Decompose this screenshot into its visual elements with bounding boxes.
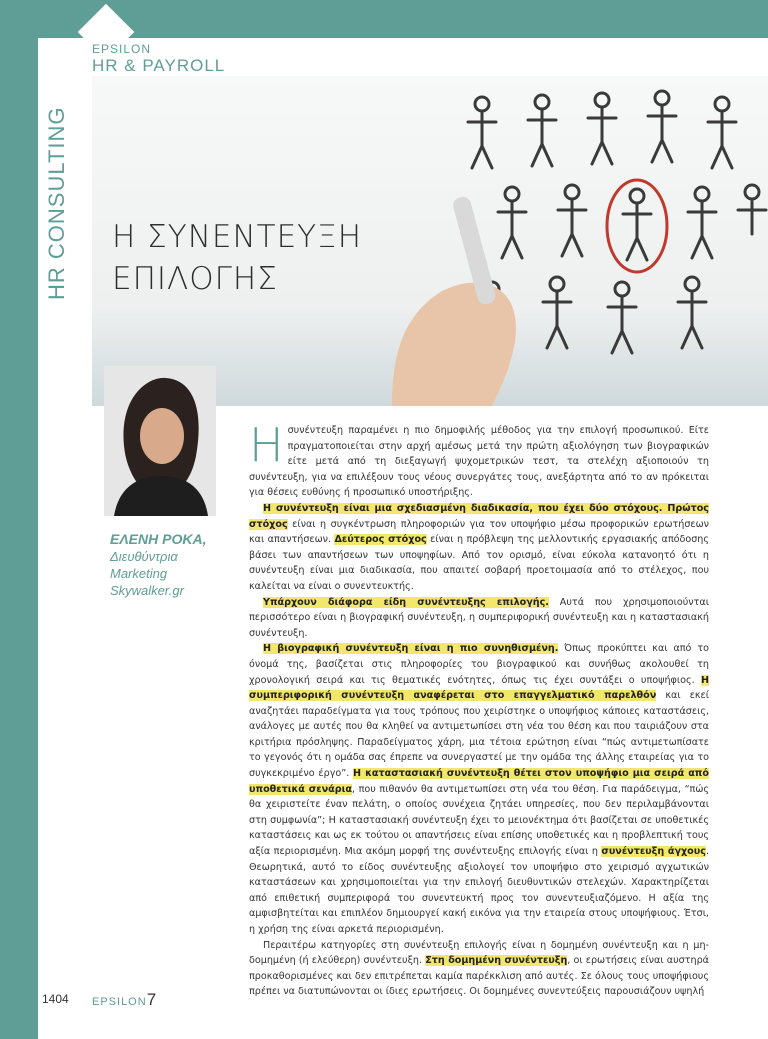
highlight-text: συνέντευξη άγχους	[601, 846, 706, 858]
paragraph-5	[249, 938, 709, 1000]
author-name: ΕΛΕΝΗ ΡΟΚΑ,	[110, 531, 207, 547]
paragraph-4	[249, 641, 709, 937]
brand-section: HR & PAYROLL	[92, 56, 226, 75]
paragraph-2	[249, 501, 709, 595]
body-text: και εκεί αναζητάει παραδείγματα για τους τρόπους που χειρίστηκε ο υποψήφιος κάποιες καταστάσεις, ανάλογες με αυτές που θα κληθεί να αντιμετωπίσει στη νέα του θέση και που ταιριάζουν στα κριτήρια πρόσληψης. Παραδείγματος χάρη, μια τέτοια ερώτηση είναι “πώς αντιμετωπίσατε το γεγονός ότι η ομάδα σας έπρεπε να συνεργαστεί με την ομάδα της άλλης εταιρείας για το συγκεκριμένο έργο”.	[249, 690, 709, 780]
highlight-text: Η συνέντευξη είναι μια σχεδιασμένη διαδικασία, που έχει δύο στόχους. Πρώτος στόχος	[249, 502, 709, 530]
title-line-1: Η ΣΥΝΕΝΤΕΥΞΗ	[112, 219, 363, 255]
side-label: HR CONSULTING	[44, 106, 69, 300]
body-text: είναι η συγκέντρωση πληροφοριών για τον υποψήφιο μέσω προφορικών ερωτήσεων και απαντήσεων.	[249, 518, 709, 546]
highlight-text: Η καταστασιακή συνέντευξη θέτει στον υποψήφιο μια σειρά από υποθετικά σενάρια	[249, 768, 709, 795]
author-company: Skywalker.gr	[110, 583, 184, 598]
body-text: Περαιτέρω κατηγορίες στη συνέντευξη επιλογής είναι η δομημένη συνέντευξη και η μη-δομημένη (ή ελεύθερη) συνέντευξη.	[249, 939, 709, 967]
author-photo	[104, 366, 216, 516]
body-text: είναι η πρόβλεψη της μελλοντικής εργασιακής απόδοσης βάσει των απαντήσεων των υποψηφίων. Από τον ορισμό, είναι εύκολα κατανοητό ότι η συνέντευξη είναι μια διαδικασία, που απαιτεί σοβαρή προετοιμασία από το στέλεχος, που καλείται να είναι ο συνεντευκτής.	[249, 534, 710, 592]
page-number: 1404	[42, 992, 69, 1006]
footer-brand-name: EPSILON	[92, 996, 147, 1008]
paragraph-1-text: συνέντευξη παραμένει η πιο δημοφιλής μέθοδος για την επιλογή προσωπικού. Είτε πραγματοποιείται στην αρχή αμέσως μετά την πρώτη αξιολόγηση των βιογραφικών είτε μετά από τη διεξαγωγή ψυχομετρικών τεστ, τα στελέχη αξιοποιούν τη συνέντευξη, για να επιλέξουν τους νέους συνεργάτες τους, ανεξάρτητα από το αν πρόκειται για θέσεις ευθύνης ή προσωπικό υποστήριξης.	[249, 425, 709, 499]
title-line-2: ΕΠΙΛΟΓΗΣ	[112, 261, 278, 297]
body-text: . Θεωρητικά, αυτό το είδος συνέντευξης αξιολογεί τον υποψήφιο στο χειρισμό αγχωτικών καταστάσεων και χρησιμοποιείται για την επιλογή διευθυντικών στελεχών. Χαρακτηρίζεται από επιθετική συμπεριφορά του συνεντευκτή προς τον συνεντευξιαζόμενο. Η αξία της αμφισβητείται και επιπλέον δημιουργεί κακή εικόνα για την εταιρεία στους υποψήφιους. Έτσι, η χρήση της είναι αρκετά περιορισμένη.	[249, 846, 709, 935]
paragraph-3	[249, 595, 709, 642]
hand	[392, 283, 516, 406]
author-dept: Marketing	[110, 566, 168, 581]
highlight-text: Στη δομημένη συνέντευξη	[425, 955, 568, 967]
highlight-text: Δεύτερος στόχος	[334, 534, 427, 546]
article-title	[112, 216, 362, 300]
brand-name: EPSILON	[92, 42, 152, 56]
highlight-text: Η βιογραφική συνέντευξη είναι η πιο συνηθισμένη.	[263, 643, 559, 655]
body-text: , που πιθανόν θα αντιμετωπίσει στη νέα του θέση. Για παράδειγμα, “πώς θα χειριστείτε έναν πελάτη, ο οποίος συνέχεια ζητάει υπηρεσίες, που δεν περιλαμβάνονται στη συμφωνία”; Η καταστασιακή συνέντευξη έχει το μειονέκτημα ότι βασίζεται σε υποθετικές καταστάσεις και ως εκ τούτου οι απαντήσεις είναι επίσης υποθετικές και η προβλεπτική τους αξία περιορισμένη. Μια ακόμη μορφή της συνέντευξης επιλογής είναι η	[249, 783, 709, 858]
author-role: Διευθύντρια	[110, 549, 178, 564]
drop-cap: Η	[249, 418, 284, 472]
body-text: , οι ερωτήσεις είναι αυστηρά προκαθορισμένες και δεν επιτρέπεται καμία παρέκκλιση από αυτές. Σε όλους τους υποψήφιους πρέπει να διατυπώνονται οι ίδιες ερωτήσεις. Οι δομημένες συνεντεύξεις παρουσιάζουν υψηλή	[249, 955, 709, 998]
author-portrait-svg	[104, 366, 216, 516]
highlight-text: Η συμπεριφορική συνέντευξη αναφέρεται στο επαγγελματικό παρελθόν	[249, 674, 709, 702]
issue-number: 7	[146, 990, 158, 1009]
footer-brand	[92, 990, 157, 1010]
paragraph-1	[249, 418, 709, 501]
author-info	[110, 531, 206, 599]
side-band	[0, 0, 38, 1039]
body-text: Αυτά που χρησιμοποιούνται περισσότερο είναι η βιογραφική συνέντευξη, η συμπεριφορική συνέντευξη και η καταστασιακή συνέντευξη.	[249, 596, 709, 639]
body-text: Όπως προκύπτει και από το όνομά της, βασίζεται στις πληροφορίες του βιογραφικού και συνήθως ακολουθεί τη χρονολογική σειρά και τις θεματικές ενότητες, όπως τις έχει συντάξει ο υποψήφιος.	[249, 643, 709, 686]
highlight-text: Υπάρχουν διάφορα είδη συνέντευξης επιλογής.	[263, 596, 549, 608]
article-body	[249, 418, 710, 1000]
